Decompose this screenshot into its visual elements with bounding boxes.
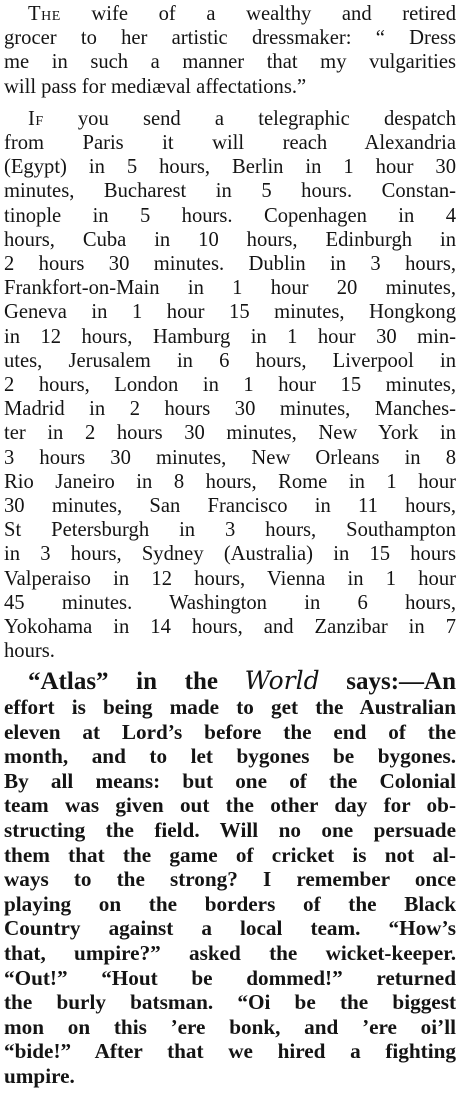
paragraph-line: structing the field. Will no one persuade [4, 818, 456, 843]
paragraph-line: hours, Cuba in 10 hours, Edinburgh in [4, 228, 456, 251]
paragraph-line: Yokohama in 14 hours, and Zanzibar in 7 [4, 616, 456, 639]
paragraph-line: Geneva in 1 hour 15 minutes, Hongkong [4, 301, 456, 324]
paragraph-line: Country against a local team. “How’s [4, 916, 456, 941]
paragraph-line: grocer to her artistic dressmaker: “ Dress [4, 27, 456, 50]
paragraph-lead: If [28, 107, 44, 130]
paragraph-line: 3 hours 30 minutes, New Orleans in 8 [4, 446, 456, 469]
paragraph-line: ways to the strong? I remember once [4, 867, 456, 892]
paragraph-line: (Egypt) in 5 hours, Berlin in 1 hour 30 [4, 156, 456, 179]
paragraph-line: 2 hours, London in 1 hour 15 minutes, [4, 374, 456, 397]
paragraph-atlas [4, 666, 457, 1088]
paragraph-line: 45 minutes. Washington in 6 hours, [4, 591, 456, 614]
publication-name: World [244, 666, 320, 696]
paragraph-line: If you send a telegraphic despatch [28, 107, 456, 130]
paragraph-line: hours. [4, 640, 55, 663]
paragraph-telegraph [4, 107, 456, 664]
paragraph-line: from Paris it will reach Alexandria [4, 132, 456, 155]
paragraph-line: team was given out the other day for ob- [4, 793, 456, 818]
paragraph-line: eleven at Lord’s before the end of the [4, 719, 456, 744]
paragraph-line: the burly batsman. “Oi be the biggest [4, 990, 456, 1015]
paragraph-line: that, umpire?” asked the wicket-keeper. [4, 941, 456, 966]
paragraph-lead: The [28, 3, 61, 25]
paragraph-line: By all means: but one of the Colonial [4, 768, 456, 793]
paragraph-line: in 3 hours, Sydney (Australia) in 15 hours [4, 543, 456, 566]
paragraph-line: Frankfort-on-Main in 1 hour 20 minutes, [4, 277, 456, 300]
paragraph-line: effort is being made to get the Australian [4, 695, 456, 720]
paragraph-line: Madrid in 2 hours 30 minutes, Manches- [4, 398, 456, 421]
paragraph-line: Valperaiso in 12 hours, Vienna in 1 hour [4, 567, 456, 590]
paragraph-line: “Out!” “Hout be dommed!” returned [4, 965, 456, 990]
paragraph-line: ter in 2 hours 30 minutes, New York in [4, 422, 456, 445]
paragraph-dressmaker [4, 2, 456, 99]
paragraph-line: playing on the borders of the Black [4, 891, 456, 916]
paragraph-line: utes, Jerusalem in 6 hours, Liverpool in [4, 349, 456, 372]
paragraph-line: 30 minutes, San Francisco in 11 hours, [4, 495, 456, 518]
paragraph-line: me in such a manner that my vulgarities [4, 51, 456, 74]
paragraph-line: month, and to let bygones be bygones. [4, 744, 456, 769]
paragraph-line: “bide!” After that we hired a fighting [4, 1039, 456, 1064]
paragraph-line: 2 hours 30 minutes. Dublin in 3 hours, [4, 253, 456, 276]
paragraph-line: St Petersburgh in 3 hours, Southampton [4, 519, 456, 542]
paragraph-line: them that the game of cricket is not al- [4, 842, 456, 867]
paragraph-line: Rio Janeiro in 8 hours, Rome in 1 hour [4, 470, 456, 493]
paragraph-line: in 12 hours, Hamburg in 1 hour 30 min- [4, 325, 456, 348]
paragraph-line: The wife of a wealthy and retired [28, 3, 456, 25]
paragraph-line: minutes, Bucharest in 5 hours. Constan- [4, 180, 456, 203]
paragraph-line: tinople in 5 hours. Copenhagen in 4 [4, 204, 456, 227]
paragraph-headline: “Atlas” in the World says:—An [28, 666, 457, 696]
paragraph-line: umpire. [4, 1063, 75, 1088]
paragraph-line: will pass for mediæval affectations.” [4, 75, 307, 98]
paragraph-line: mon on this ’ere bonk, and ’ere oi’ll [4, 1014, 456, 1039]
